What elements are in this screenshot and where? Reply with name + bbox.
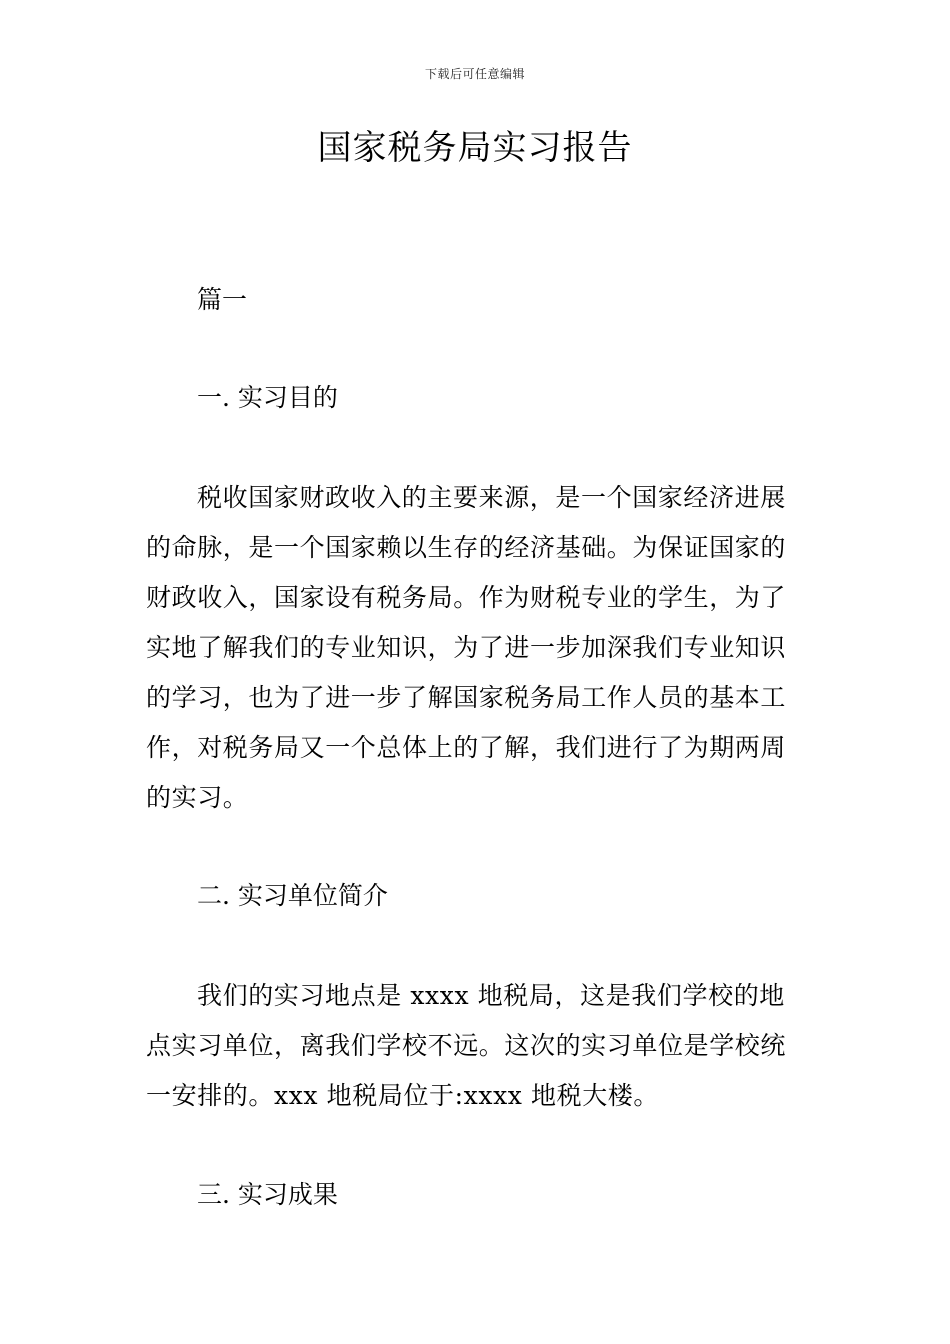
section-body-unit-intro xyxy=(146,971,810,1121)
document-title: 国家税务局实习报告 xyxy=(317,128,633,168)
section-heading-purpose: 一. 实习目的 xyxy=(197,383,338,412)
page-header-note: 下载后可任意编辑 xyxy=(424,67,525,81)
paragraph: 税收国家财政收入的主要来源，是一个国家经济进展的命脉，是一个国家赖以生存的经济基础。为保证国家的财政收入，国家设有税务局。作为财税专业的学生，为了实地了解我们的专业知识，为了进一步加深我们专业知识的学习，也为了进一步了解国家税务局工作人员的基本工作，对税务局又一个总体上的了解，我们进行了为期两周的实习。 xyxy=(146,483,787,812)
section-heading-unit-intro: 二. 实习单位简介 xyxy=(197,881,388,910)
paragraph: 我们的实习地点是 xxxx 地税局，这是我们学校的地点实习单位，离我们学校不远。这次的实习单位是学校统一安排的。xxx 地税局位于:xxxx 地税大楼。 xyxy=(146,981,787,1110)
section-heading-results: 三. 实习成果 xyxy=(197,1180,338,1209)
section-body-purpose xyxy=(146,473,810,823)
part-label: 篇一 xyxy=(197,285,248,314)
